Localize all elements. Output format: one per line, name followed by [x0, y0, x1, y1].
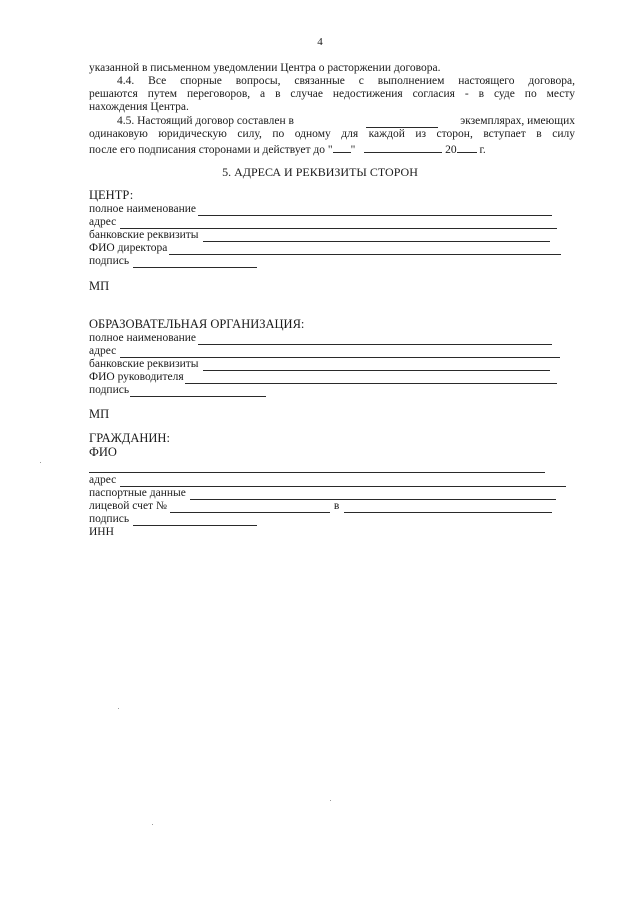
scan-speck	[40, 462, 41, 463]
citizen-fio-row	[89, 460, 545, 473]
org-signature-label: подпись	[89, 384, 130, 396]
intro-line-1: указанной в письменном уведомлении Центра о расторжении договора.	[89, 62, 441, 74]
quote-close: "	[350, 144, 356, 156]
org-title: ОБРАЗОВАТЕЛЬНАЯ ОРГАНИЗАЦИЯ:	[89, 317, 305, 331]
clause-4-5-line-2: одинаковую юридическую силу, по одному для каждой из сторон, вступает в силу	[89, 128, 575, 140]
day-blank	[333, 141, 351, 153]
clause-4-4-line-2: решаются путем переговоров, а в случае недостижения согласия - в суде по месту	[89, 88, 575, 100]
citizen-signature-row	[89, 513, 257, 526]
citizen-fio-field[interactable]	[89, 461, 545, 473]
org-bank-row	[89, 358, 550, 371]
center-address-row	[89, 216, 557, 229]
org-bank-label: банковские реквизиты	[89, 358, 199, 370]
citizen-passport-label: паспортные данные	[89, 487, 186, 499]
center-full-name-field[interactable]	[198, 204, 552, 216]
scan-speck	[330, 800, 331, 801]
org-head-label: ФИО руководителя	[89, 371, 184, 383]
citizen-bank-name-field[interactable]	[344, 501, 552, 513]
org-full-name-row	[89, 332, 552, 345]
scan-speck	[152, 824, 153, 825]
center-bank-label: банковские реквизиты	[89, 229, 199, 241]
citizen-account-row	[89, 500, 552, 513]
citizen-account-label: лицевой счет №	[89, 500, 167, 512]
copies-blank	[366, 116, 438, 128]
section-title: 5. АДРЕСА И РЕКВИЗИТЫ СТОРОН	[222, 165, 418, 179]
citizen-account-in-label: в	[333, 500, 340, 512]
org-head-row	[89, 371, 557, 384]
org-address-row	[89, 345, 560, 358]
clause-4-4-line-3: нахождения Центра.	[89, 101, 189, 113]
center-signature-row	[89, 255, 257, 268]
year-prefix: 20	[445, 144, 457, 156]
center-address-label: адрес	[89, 216, 117, 228]
center-full-name-row	[89, 203, 552, 216]
citizen-title: ГРАЖДАНИН:	[89, 431, 170, 445]
org-address-field[interactable]	[120, 346, 560, 358]
center-signature-label: подпись	[89, 255, 130, 267]
center-title: ЦЕНТР:	[89, 188, 134, 202]
valid-until-text: после его подписания сторонами и действует до "	[89, 144, 333, 156]
center-full-name-label: полное наименование	[89, 203, 197, 215]
citizen-signature-label: подпись	[89, 513, 130, 525]
center-address-field[interactable]	[120, 217, 557, 229]
center-bank-row	[89, 229, 550, 242]
month-blank	[364, 141, 442, 153]
clause-4-5-line-1	[89, 115, 575, 128]
citizen-address-label: адрес	[89, 474, 117, 486]
center-stamp: МП	[89, 279, 110, 293]
org-signature-row	[89, 384, 266, 397]
center-director-field[interactable]	[169, 243, 561, 255]
org-bank-field[interactable]	[203, 359, 550, 371]
org-full-name-field[interactable]	[198, 333, 552, 345]
org-full-name-label: полное наименование	[89, 332, 197, 344]
citizen-account-field[interactable]	[170, 501, 330, 513]
citizen-address-row	[89, 474, 566, 487]
citizen-inn-row	[89, 526, 114, 539]
citizen-address-field[interactable]	[120, 475, 566, 487]
year-suffix: г.	[479, 144, 486, 156]
clause-4-5-line-3	[89, 141, 575, 157]
citizen-signature-field[interactable]	[133, 514, 257, 526]
org-address-label: адрес	[89, 345, 117, 357]
center-signature-field[interactable]	[133, 256, 257, 268]
center-director-label: ФИО директора	[89, 242, 168, 254]
scan-speck	[118, 708, 119, 709]
citizen-passport-field[interactable]	[190, 488, 556, 500]
year-blank	[457, 141, 477, 153]
org-head-field[interactable]	[185, 372, 557, 384]
page-number: 4	[317, 36, 323, 48]
citizen-passport-row	[89, 487, 556, 500]
center-bank-field[interactable]	[203, 230, 550, 242]
org-stamp: МП	[89, 407, 110, 421]
clause-4-5-text-b: экземплярах, имеющих	[460, 115, 575, 127]
citizen-inn-label: ИНН	[89, 526, 114, 538]
center-director-row	[89, 242, 561, 255]
clause-4-5-text-a: 4.5. Настоящий договор составлен в	[117, 115, 294, 127]
citizen-fio-label: ФИО	[89, 445, 117, 459]
clause-4-4-line-1: 4.4. Все спорные вопросы, связанные с выполнением настоящего договора,	[117, 75, 575, 87]
org-signature-field[interactable]	[130, 385, 266, 397]
